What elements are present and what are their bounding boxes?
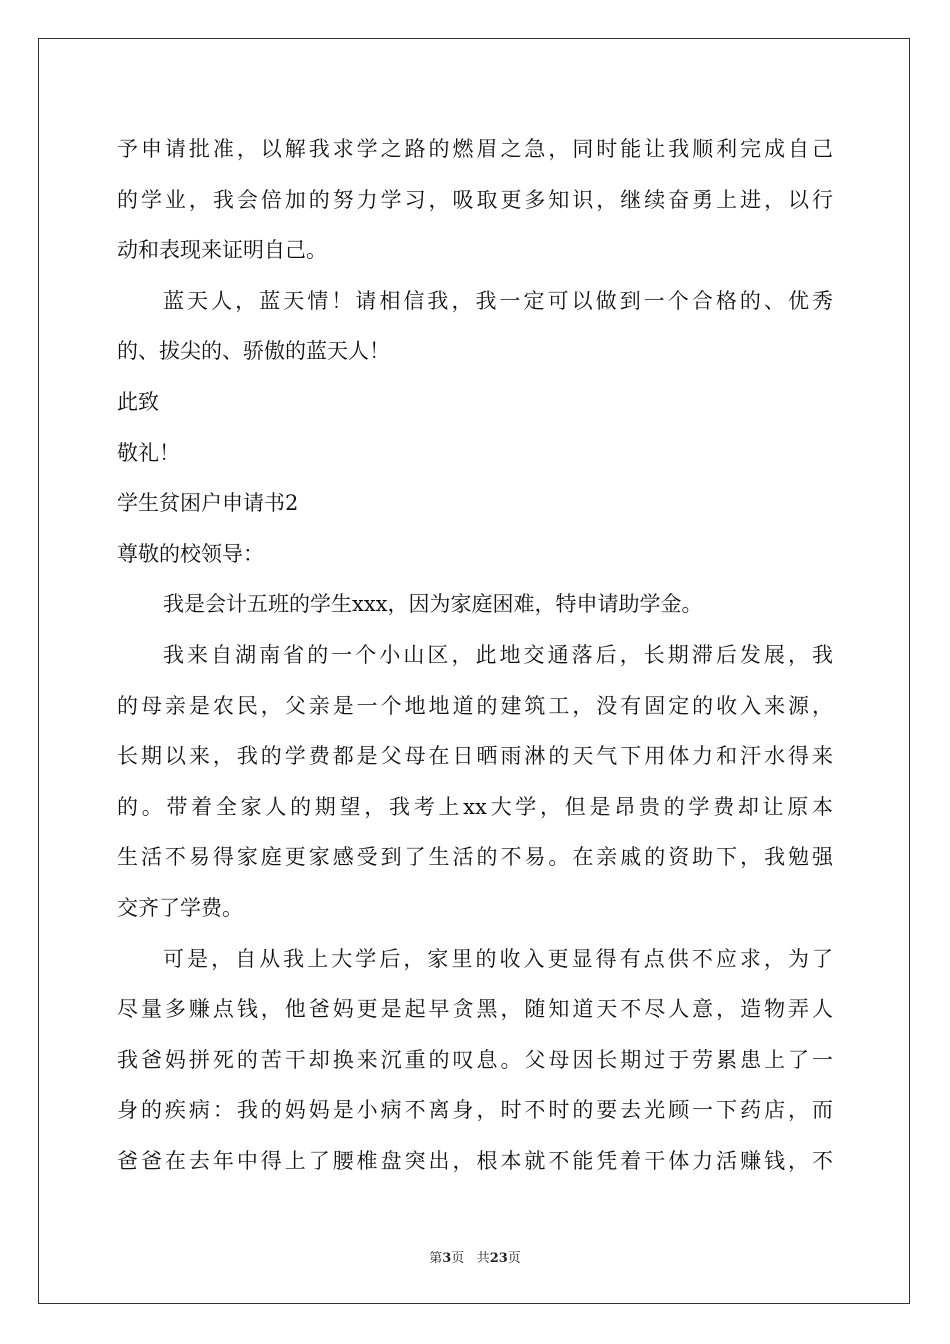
text-line: 的、拔尖的、骄傲的蓝天人！ — [117, 339, 390, 364]
text-line: 的母亲是农民，父亲是一个地地道的建筑工，没有固定的收入来源， — [117, 693, 833, 718]
text-line: 的。带着全家人的期望，我考上xx大学，但是昂贵的学费却让原本 — [117, 794, 833, 819]
text-line: 爸爸在去年中得上了腰椎盘突出，根本就不能凭着干体力活赚钱，不 — [117, 1148, 833, 1173]
salute-line: 敬礼！ — [117, 440, 180, 465]
text-line: 动和表现来证明自己。 — [117, 238, 327, 263]
text-line: 尽量多赚点钱，他爸妈更是起早贪黑，随知道天不尽人意，造物弄人 — [117, 997, 833, 1022]
greeting-line: 尊敬的校领导： — [117, 541, 264, 566]
text-line: 可是，自从我上大学后，家里的收入更显得有点供不应求，为了 — [163, 946, 833, 971]
closing-line: 此致 — [117, 389, 159, 414]
text-line: 身的疾病：我的妈妈是小病不离身，时不时的要去光顾一下药店，而 — [117, 1098, 833, 1123]
footer-total-unit: 页 — [507, 1251, 521, 1266]
section-title: 学生贫困户申请书2 — [117, 491, 299, 516]
text-line: 我是会计五班的学生xxx，因为家庭困难，特申请助学金。 — [163, 592, 703, 617]
text-line: 我来自湖南省的一个小山区，此地交通落后，长期滞后发展，我 — [163, 642, 833, 667]
text-line: 长期以来，我的学费都是父母在日晒雨淋的天气下用体力和汗水得来 — [117, 744, 833, 769]
document-body — [117, 124, 833, 1186]
page-footer — [0, 1247, 950, 1266]
total-pages-number: 23 — [489, 1251, 508, 1266]
footer-page-unit: 页 — [451, 1251, 465, 1266]
footer-total-prefix: 共 — [476, 1251, 490, 1266]
text-line: 的学业，我会倍加的努力学习，吸取更多知识，继续奋勇上进，以行 — [117, 187, 833, 212]
text-line: 我爸妈拼死的苦干却换来沉重的叹息。父母因长期过于劳累患上了一 — [117, 1047, 833, 1072]
text-line: 生活不易得家庭更家感受到了生活的不易。在亲戚的资助下，我勉强 — [117, 845, 833, 870]
text-line: 交齐了学费。 — [117, 895, 243, 920]
text-line: 予申请批准，以解我求学之路的燃眉之急，同时能让我顺利完成自己 — [117, 137, 833, 161]
current-page-number: 3 — [442, 1251, 452, 1266]
text-line: 蓝天人，蓝天情！请相信我，我一定可以做到一个合格的、优秀 — [163, 288, 833, 313]
footer-prefix: 第 — [429, 1251, 443, 1266]
